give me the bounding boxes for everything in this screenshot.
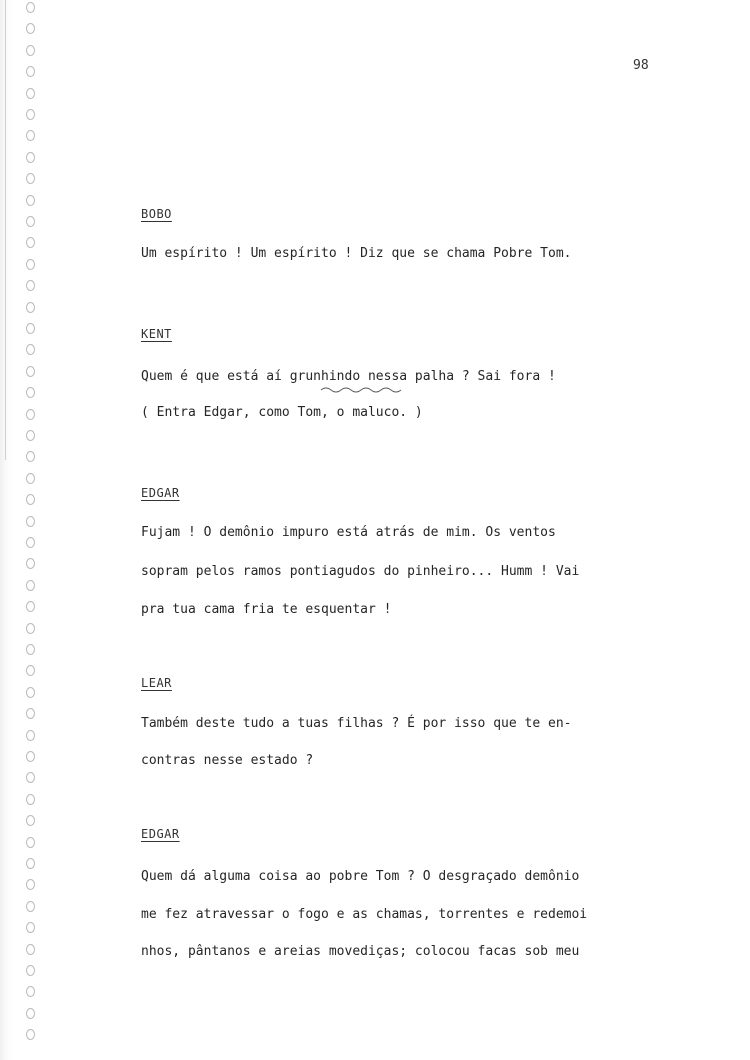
punch-hole xyxy=(26,944,35,955)
dialogue-line: Fujam ! O demônio impuro está atrás de mim. Os ventos xyxy=(141,525,556,540)
dialogue-line: me fez atravessar o fogo e as chamas, torrentes e redemoi xyxy=(141,907,588,922)
speaker-name-edgar: EDGAR xyxy=(141,486,180,500)
punch-hole xyxy=(26,644,35,655)
punch-hole xyxy=(26,451,35,462)
dialogue-line: pra tua cama fria te esquentar ! xyxy=(141,602,392,617)
punch-hole xyxy=(26,366,35,377)
dialogue-line: Um espírito ! Um espírito ! Diz que se chama Pobre Tom. xyxy=(141,246,572,261)
punch-hole xyxy=(26,708,35,719)
punch-hole xyxy=(26,302,35,313)
binding-edge xyxy=(0,0,42,1060)
punch-hole xyxy=(26,858,35,869)
punch-hole xyxy=(26,965,35,976)
punch-hole xyxy=(26,751,35,762)
punch-holes xyxy=(0,0,42,1060)
punch-hole xyxy=(26,772,35,783)
stage-direction: ( Entra Edgar, como Tom, o maluco. ) xyxy=(141,405,423,420)
punch-hole xyxy=(26,387,35,398)
speaker-name-edgar: EDGAR xyxy=(141,827,180,841)
handwritten-underline-mark xyxy=(320,386,406,394)
punch-hole xyxy=(26,344,35,355)
punch-hole xyxy=(26,986,35,997)
punch-hole xyxy=(26,516,35,527)
punch-hole xyxy=(26,2,35,13)
punch-hole xyxy=(26,173,35,184)
punch-hole xyxy=(26,687,35,698)
punch-hole xyxy=(26,794,35,805)
dialogue-line: contras nesse estado ? xyxy=(141,753,314,768)
punch-hole xyxy=(26,665,35,676)
punch-hole xyxy=(26,623,35,634)
punch-hole xyxy=(26,323,35,334)
punch-hole xyxy=(26,922,35,933)
page-number: 98 xyxy=(633,58,649,73)
speaker-name-bobo: BOBO xyxy=(141,207,172,221)
punch-hole xyxy=(26,409,35,420)
punch-hole xyxy=(26,537,35,548)
punch-hole xyxy=(26,88,35,99)
punch-hole xyxy=(26,1029,35,1040)
punch-hole xyxy=(26,237,35,248)
speaker-name-kent: KENT xyxy=(141,327,172,341)
punch-hole xyxy=(26,815,35,826)
punch-hole xyxy=(26,430,35,441)
punch-hole xyxy=(26,280,35,291)
punch-hole xyxy=(26,259,35,270)
punch-hole xyxy=(26,45,35,56)
punch-hole xyxy=(26,601,35,612)
punch-hole xyxy=(26,130,35,141)
punch-hole xyxy=(26,1008,35,1019)
dialogue-line: Quem é que está aí grunhindo nessa palha ? Sai fora ! xyxy=(141,369,556,384)
punch-hole xyxy=(26,494,35,505)
punch-hole xyxy=(26,879,35,890)
punch-hole xyxy=(26,23,35,34)
punch-hole xyxy=(26,109,35,120)
dialogue-line: sopram pelos ramos pontiagudos do pinheiro... Humm ! Vai xyxy=(141,564,580,579)
punch-hole xyxy=(26,195,35,206)
punch-hole xyxy=(26,730,35,741)
punch-hole xyxy=(26,580,35,591)
punch-hole xyxy=(26,901,35,912)
speaker-name-lear: LEAR xyxy=(141,676,172,690)
punch-hole xyxy=(26,152,35,163)
dialogue-line: Quem dá alguma coisa ao pobre Tom ? O desgraçado demônio xyxy=(141,869,580,884)
punch-hole xyxy=(26,216,35,227)
punch-hole xyxy=(26,558,35,569)
punch-hole xyxy=(26,473,35,484)
dialogue-line: Também deste tudo a tuas filhas ? É por isso que te en- xyxy=(141,716,572,731)
punch-hole xyxy=(26,66,35,77)
dialogue-line: nhos, pântanos e areias movediças; colocou facas sob meu xyxy=(141,944,580,959)
punch-hole xyxy=(26,837,35,848)
